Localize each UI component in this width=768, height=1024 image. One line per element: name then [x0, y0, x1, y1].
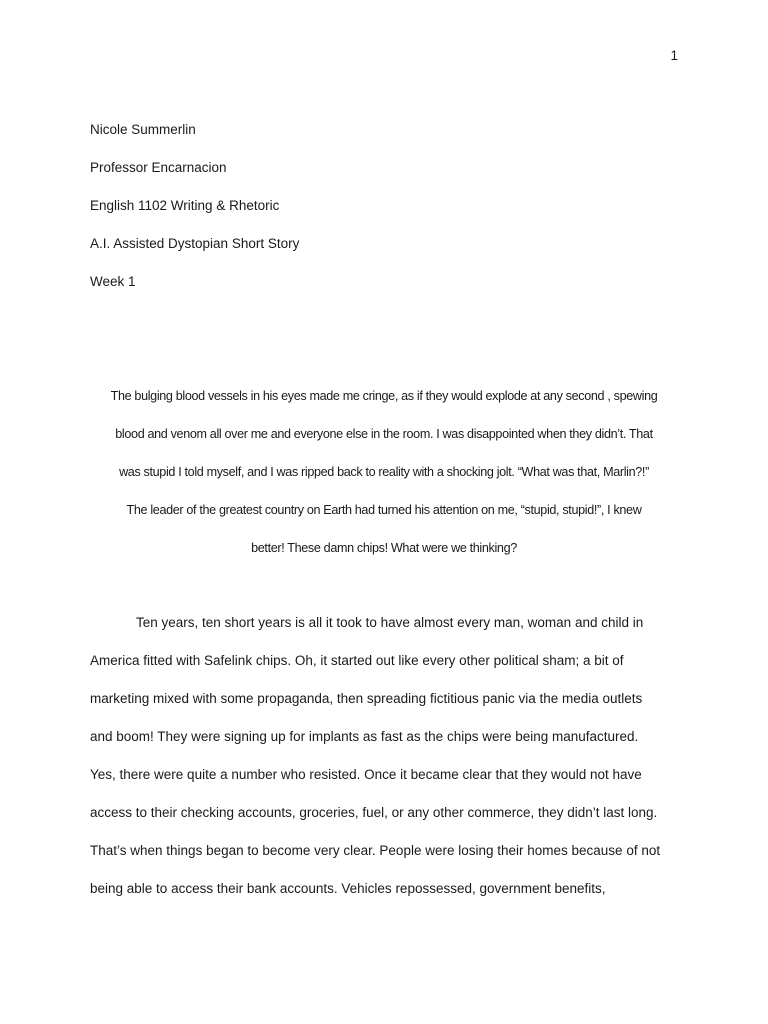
opening-passage-line: The bulging blood vessels in his eyes made me cringe, as if they would explode at any second , spewing	[110, 389, 658, 403]
body-paragraph-line: That’s when things began to become very clear. People were losing their homes because of not	[90, 843, 661, 858]
assignment-title: A.I. Assisted Dystopian Short Story	[90, 236, 300, 251]
body-paragraph	[90, 613, 678, 917]
body-paragraph-line: and boom! They were signing up for implants as fast as the chips were being manufactured.	[90, 729, 639, 744]
instructor-name: Professor Encarnacion	[90, 160, 227, 175]
opening-passage-line: was stupid I told myself, and I was ripped back to reality with a shocking jolt. “What was that, Marlin?!”	[119, 465, 649, 479]
body-paragraph-line: access to their checking accounts, groceries, fuel, or any other commerce, they didn’t last long.	[90, 805, 658, 820]
body-paragraph-line: Ten years, ten short years is all it took to have almost every man, woman and child in	[136, 615, 644, 630]
opening-passage	[90, 386, 678, 576]
week-label: Week 1	[90, 274, 136, 289]
opening-passage-line: blood and venom all over me and everyone else in the room. I was disappointed when they didn’t. That	[115, 427, 653, 441]
body-paragraph-line: marketing mixed with some propaganda, then spreading fictitious panic via the media outlets	[90, 691, 643, 706]
opening-passage-line: better! These damn chips! What were we thinking?	[251, 541, 517, 555]
opening-passage-line: The leader of the greatest country on Earth had turned his attention on me, “stupid, stupid!”, I knew	[126, 503, 642, 517]
course-name: English 1102 Writing & Rhetoric	[90, 198, 280, 213]
body-paragraph-line: Yes, there were quite a number who resisted. Once it became clear that they would not have	[90, 767, 642, 782]
page-number: 1	[670, 48, 678, 63]
body-paragraph-line: being able to access their bank accounts. Vehicles repossessed, government benefits,	[90, 881, 606, 896]
author-name: Nicole Summerlin	[90, 122, 196, 137]
body-paragraph-line: America fitted with Safelink chips. Oh, it started out like every other political sham; a bit of	[90, 653, 624, 668]
mla-heading	[90, 121, 690, 311]
